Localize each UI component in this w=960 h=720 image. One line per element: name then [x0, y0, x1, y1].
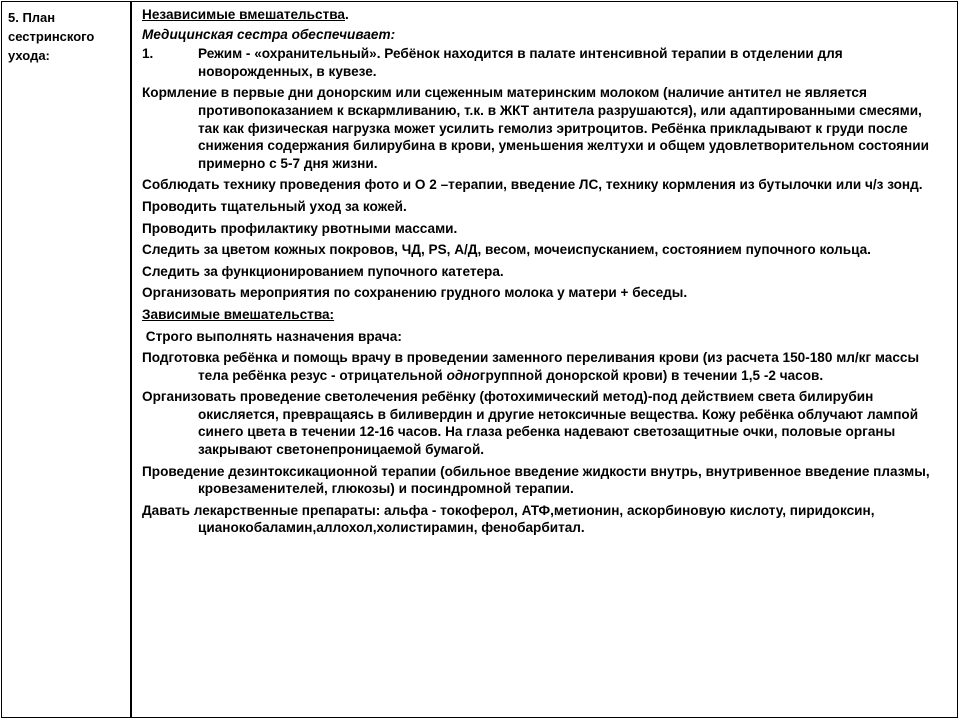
care-plan-heading: 5. План сестринского ухода: [8, 10, 95, 63]
technique-paragraph: Соблюдать технику проведения фото и О 2 –терапии, введение ЛС, технику кормления из бутылочки или ч/з зонд. [142, 177, 923, 193]
independent-interventions-title: Независимые вмешательства [142, 7, 345, 22]
content-cell [142, 6, 942, 541]
monitor-skin-paragraph: Следить за цветом кожных покровов, ЧД, PS, А/Д, весом, мочеиспусканием, состоянием пупочного кольца. [142, 242, 871, 258]
dependent-interventions-title: Зависимые вмешательства: [142, 306, 335, 322]
nurse-provides: Медицинская сестра обеспечивает: [142, 26, 396, 42]
drugs-paragraph: Давать лекарственные препараты: альфа - токоферол, АТФ,метионин, аскорбиновую кислоту, пиридоксин, цианокобаламин,аллохол,холистирамин, фенобарбитал. [142, 502, 875, 536]
follow-orders: Строго выполнять назначения врача: [142, 328, 402, 344]
monitor-catheter-paragraph: Следить за функционированием пупочного катетера. [142, 263, 504, 279]
transfusion-paragraph [142, 349, 942, 384]
item-regime [142, 45, 942, 80]
vomit-prevention-paragraph: Проводить профилактику рвотными массами. [142, 220, 458, 236]
detox-paragraph: Проведение дезинтоксикационной терапии (обильное введение жидкости внутрь, внутривенное введение плазмы, кровезаменителей, глюкозы) и посиндромной терапии. [142, 463, 930, 497]
independent-dot: . [345, 7, 349, 22]
transfusion-text-italic: одно [446, 367, 480, 383]
phototherapy-paragraph: Организовать проведение светолечения ребёнку (фотохимический метод)-под действием света билирубин окисляется, превращаясь в биливердин и другие нетоксичные вещества. Кожу ребёнка облучают лампой синего цвета в течении 12-16 часов. На глаза ребенка надевают светозащитные очки, половые органы закрывают светонепроницаемой бумагой. [142, 389, 919, 458]
item-regime-text: Режим - «охранительный». Ребёнок находится в палате интенсивной терапии в отделении для новорожденных, в кувезе. [198, 46, 843, 79]
breast-milk-paragraph: Организовать мероприятия по сохранению грудного молока у матери + беседы. [142, 285, 688, 301]
row-label-cell [8, 8, 126, 65]
transfusion-text-b: группной донорской крови) в течении 1,5 -2 часов. [479, 367, 824, 383]
transfusion-text-a: Подготовка ребёнка и помощь врачу в проведении заменного переливания крови (из расчета 150-180 мл/кг массы тела ребёнка резус - отрицательной [142, 350, 920, 383]
skin-care-paragraph: Проводить тщательный уход за кожей. [142, 198, 407, 214]
feeding-paragraph: Кормление в первые дни донорским или сцеженным материнским молоком (наличие антител не является противопоказанием к вскармливанию, т.к. в ЖКТ антитела разрушаются), или адаптированными смесями, так как физическая нагрузка может усилить гемолиз эритроцитов. Ребёнка прикладывают к груди после снижения содержания билирубина в крови, уменьшения желтухи и общем удовлетворительном состоянии примерно с 5-7 дня жизни. [142, 85, 929, 171]
item-number: 1. [142, 46, 154, 62]
independent-heading-line [142, 6, 942, 24]
column-divider [130, 1, 132, 718]
